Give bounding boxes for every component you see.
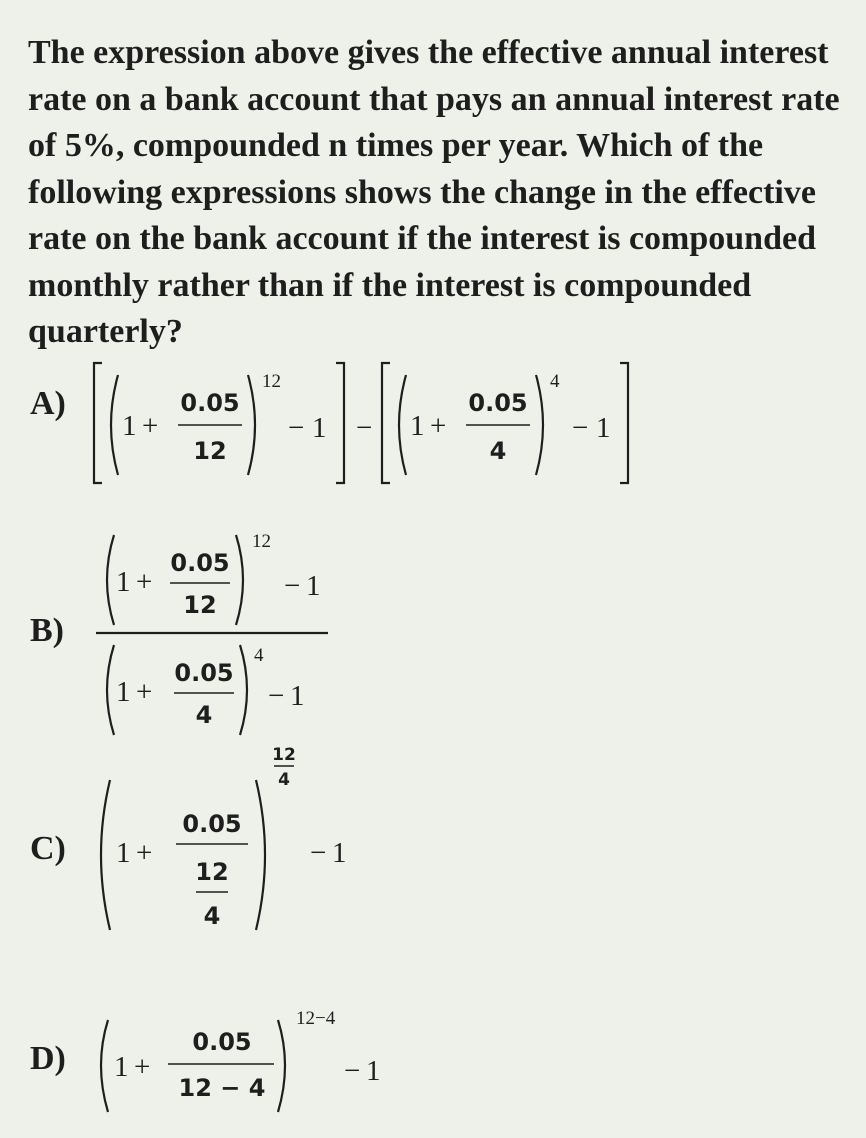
choice-c-label: C) — [30, 830, 66, 867]
one-term: 1 — [114, 1051, 129, 1083]
open-paren-icon — [101, 1020, 108, 1112]
choice-b-label: B) — [30, 612, 64, 649]
minus-sign: − — [344, 1055, 361, 1087]
one-term: 1 — [116, 566, 131, 598]
close-paren-icon — [256, 780, 265, 930]
numerator: 0.05 — [180, 389, 240, 417]
one-term: 1 — [596, 412, 611, 444]
denominator: 4 — [195, 701, 213, 729]
one-term: 1 — [410, 410, 425, 442]
choice-a-expression — [88, 355, 668, 495]
close-paren-icon — [240, 645, 247, 735]
close-bracket-icon — [620, 363, 628, 483]
plus-sign: + — [142, 410, 159, 442]
numerator: 0.05 — [468, 389, 528, 417]
exponent: 12 — [262, 371, 281, 392]
close-paren-icon — [236, 535, 243, 625]
numerator: 0.05 — [182, 810, 242, 838]
inner-denominator: 4 — [203, 902, 221, 930]
one-term: 1 — [306, 570, 321, 602]
minus-sign: − — [310, 837, 327, 869]
one-term: 1 — [116, 837, 131, 869]
one-term: 1 — [122, 410, 137, 442]
exponent: 12 — [252, 531, 271, 552]
one-term: 1 — [366, 1055, 381, 1087]
plus-sign: + — [134, 1051, 151, 1083]
minus-sign: − — [356, 412, 373, 444]
close-paren-icon — [536, 375, 543, 475]
exponent: 4 — [550, 371, 560, 392]
choice-d-expression — [88, 1000, 408, 1120]
close-paren-icon — [278, 1020, 285, 1112]
minus-sign: − — [288, 412, 305, 444]
open-bracket-icon — [382, 363, 390, 483]
choice-b-expression — [88, 525, 348, 740]
choice-d-label: D) — [30, 1040, 66, 1077]
minus-sign: − — [268, 680, 285, 712]
plus-sign: + — [430, 410, 447, 442]
numerator: 0.05 — [174, 659, 234, 687]
close-paren-icon — [248, 375, 255, 475]
question-text: The expression above gives the effective annual interest rate on a bank account that pays an annual interest rate of 5%, compounded n times per year. Which of the following expressions shows the change in the effective rate on the bank account if the interest is compounded monthly rather than if the interest is compounded quarterly? — [28, 34, 840, 350]
open-paren-icon — [107, 645, 114, 735]
open-paren-icon — [107, 535, 114, 625]
numerator: 0.05 — [192, 1028, 252, 1056]
numerator: 0.05 — [170, 549, 230, 577]
inner-numerator: 12 — [195, 858, 229, 886]
denominator: 12 − 4 — [178, 1074, 266, 1102]
plus-sign: + — [136, 837, 153, 869]
one-term: 1 — [290, 680, 305, 712]
open-paren-icon — [399, 375, 406, 475]
choice-c-expression — [88, 740, 378, 940]
one-term: 1 — [116, 676, 131, 708]
exponent-numerator: 12 — [272, 745, 296, 765]
minus-sign: − — [572, 412, 589, 444]
one-term: 1 — [312, 412, 327, 444]
plus-sign: + — [136, 566, 153, 598]
minus-sign: − — [284, 570, 301, 602]
denominator: 12 — [193, 437, 227, 465]
one-term: 1 — [332, 837, 347, 869]
denominator: 4 — [489, 437, 507, 465]
denominator: 12 — [183, 591, 217, 619]
open-bracket-icon — [94, 363, 102, 483]
open-paren-icon — [101, 780, 110, 930]
open-paren-icon — [111, 375, 118, 475]
exponent: 12−4 — [296, 1008, 336, 1029]
choice-a-label: A) — [30, 385, 66, 422]
exponent-denominator: 4 — [278, 770, 290, 790]
close-bracket-icon — [336, 363, 344, 483]
exponent: 4 — [254, 645, 264, 666]
plus-sign: + — [136, 676, 153, 708]
